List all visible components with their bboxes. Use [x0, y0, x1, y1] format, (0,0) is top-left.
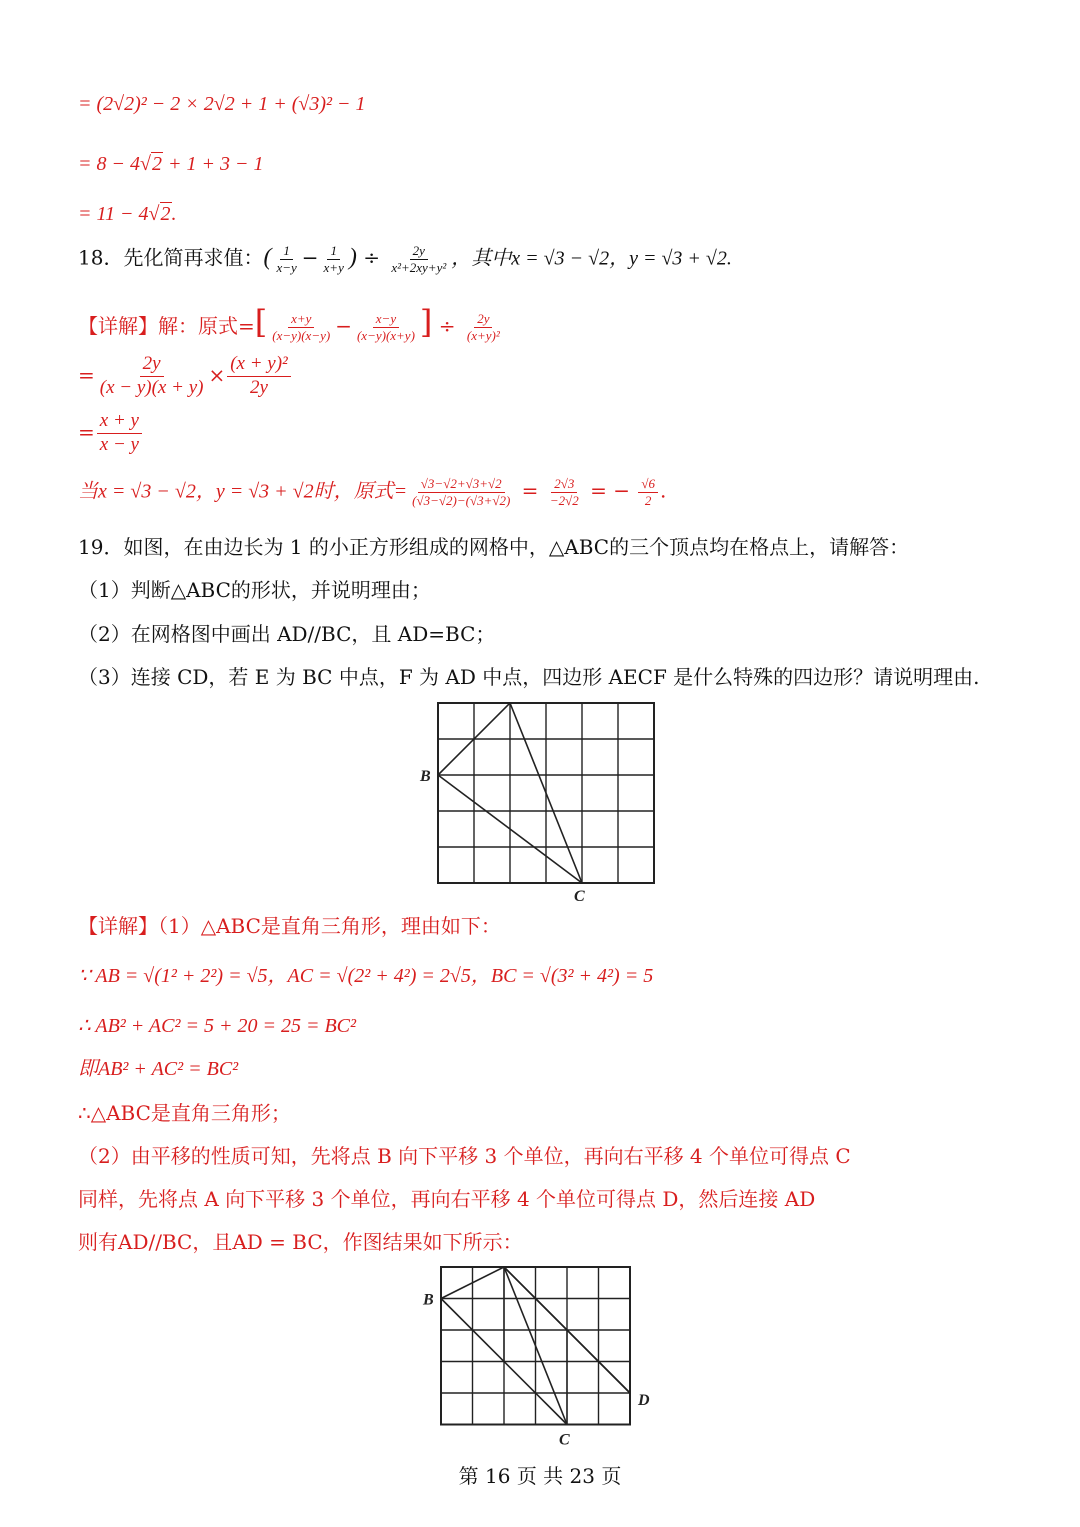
solution-19-line-8: 则有AD//BC，且AD = BC，作图结果如下所示：	[78, 1230, 523, 1254]
question-19-part-2: （2）在网格图中画出 AD//BC，且 AD=BC；	[78, 622, 496, 646]
solution-18-line-4: 当x = √3 − √2，y = √3 + √2时，原式= $\frac{√3-√2+√3+√2}{(√3-√2)-(√3+√2)}$ = $\frac{2√3}{-2√2}$ = − $\frac{√6}{2}$ .	[78, 476, 667, 508]
question-19-stem: 19．如图，在由边长为 1 的小正方形组成的网格中，△ABC的三个顶点均在格点上，请解答：	[78, 535, 910, 559]
question-19-part-1: （1）判断△ABC的形状，并说明理由；	[78, 578, 431, 602]
detail-tag: 【详解】	[78, 914, 158, 938]
solution-19-line-3: ∴ AB² + AC² = 5 + 20 = 25 = BC²	[78, 1015, 357, 1037]
sol18-final-fraction-1: $\frac{√3-√2+√3+√2}{(√3-√2)-(√3+√2)}$	[412, 476, 511, 508]
solution-19-line-1	[78, 914, 501, 938]
sqrt-symbol: √2	[148, 203, 171, 225]
calc-line-3-c: .	[171, 203, 177, 225]
page-footer: 第 16 页 共 23 页	[458, 1464, 622, 1488]
sol18-fraction-a: $\frac{x+y}{(x-y)(x-y)}$	[272, 311, 331, 343]
calc-line-2-a: = 8 − 4	[78, 153, 140, 175]
vertex-label-c: C	[559, 1431, 570, 1449]
sol19-l1: （1）△ABC是直角三角形，理由如下：	[158, 914, 501, 938]
solution-19-line-4: 即AB² + AC² = BC²	[78, 1058, 239, 1080]
detail-tag: 【详解】	[78, 314, 158, 338]
vertex-label-a	[505, 1262, 517, 1263]
sol18-final-fraction-2: $\frac{2√3}{-2√2}$	[549, 476, 579, 508]
solution-19-line-5: ∴△ABC是直角三角形；	[78, 1101, 291, 1125]
sol18-step3-fraction: $\frac{x + y}{x - y}$	[97, 410, 142, 457]
solution-19-line-2: ∵ AB = √(1² + 2²) = √5，AC = √(2² + 4²) = 2√5，BC = √(3² + 4²) = 5	[78, 965, 654, 987]
question-19-part-3: （3）连接 CD，若 E 为 BC 中点，F 为 AD 中点，四边形 AECF 是什么特殊的四边形？请说明理由.	[78, 665, 980, 689]
sol18-lead: 解：原式=	[158, 314, 255, 338]
calc-line-2	[78, 152, 263, 176]
vertex-label-c: C	[574, 888, 585, 905]
sol18-step2-fraction-1: $\frac{2y}{(x - y)(x + y)}$	[99, 353, 204, 398]
calc-line-3-radicand: 2	[160, 203, 171, 225]
sol18-step2-fraction-2: $\frac{\text{(x + y)²}}{2y}$	[227, 353, 291, 400]
vertex-label-b: B	[423, 1291, 434, 1309]
calc-line-3	[78, 202, 177, 226]
calc-line-2-c: + 1 + 3 − 1	[162, 153, 264, 175]
solution-19-line-6: （2）由平移的性质可知，先将点 B 向下平移 3 个单位，再向右平移 4 个单位可得点 C	[78, 1144, 851, 1168]
grid-figure-1	[410, 698, 670, 908]
calc-line-3-a: = 11 − 4	[78, 203, 149, 225]
grid-figure-2	[410, 1262, 670, 1452]
q18-prefix: 18．先化简再求值：	[78, 245, 264, 270]
q18-fraction-2: $\frac{1}{x+y}$	[323, 243, 344, 275]
solution-18-line-3: = $\frac{x + y}{x - y}$	[78, 410, 144, 457]
sol18-fraction-c: $\frac{2y}{\text{(x+y)²}}$	[466, 311, 500, 343]
sol18-final-fraction-3: $\frac{√6}{2}$	[638, 476, 658, 508]
question-18: 18．先化简再求值：( $\frac{1}{x-y}$ − $\frac{1}{x+y}$ ) ÷ $\frac{2y}{\text{x²+2xy+y²}}$ ，其中x = √3 − √2，y = √3 + √2.	[78, 243, 732, 275]
vertex-label-d: D	[638, 1392, 650, 1409]
sol18-fraction-b: $\frac{x-y}{(x-y)(x+y)}$	[356, 311, 415, 343]
solution-18-line-1: 【详解】解：原式=[ $\frac{x+y}{(x-y)(x-y)}$ − $\frac{x-y}{(x-y)(x+y)}$ ] ÷ $\frac{2y}{\text{(x+y)²}}$	[78, 303, 505, 344]
q18-condition: ，其中x = √3 − √2，y = √3 + √2.	[451, 247, 732, 270]
sqrt-symbol: √2	[140, 153, 162, 175]
q18-fraction-3: $\frac{2y}{\text{x²+2xy+y²}}$	[391, 243, 447, 275]
vertex-label-b: B	[420, 768, 431, 785]
q18-fraction-1: $\frac{1}{x-y}$	[276, 243, 297, 275]
solution-18-line-2: = $\frac{2y}{(x - y)(x + y)}$ × $\frac{\text{(x + y)²}}{2y}$	[78, 353, 293, 400]
calc-line-2-radicand: 2	[151, 153, 162, 175]
calc-line-1: = (2√2)² − 2 × 2√2 + 1 + (√3)² − 1	[78, 93, 366, 115]
sol18-final-lead: 当x = √3 − √2，y = √3 + √2时，原式=	[78, 480, 408, 503]
solution-19-line-7: 同样，先将点 A 向下平移 3 个单位，再向右平移 4 个单位可得点 D，然后连接 AD	[78, 1187, 816, 1211]
